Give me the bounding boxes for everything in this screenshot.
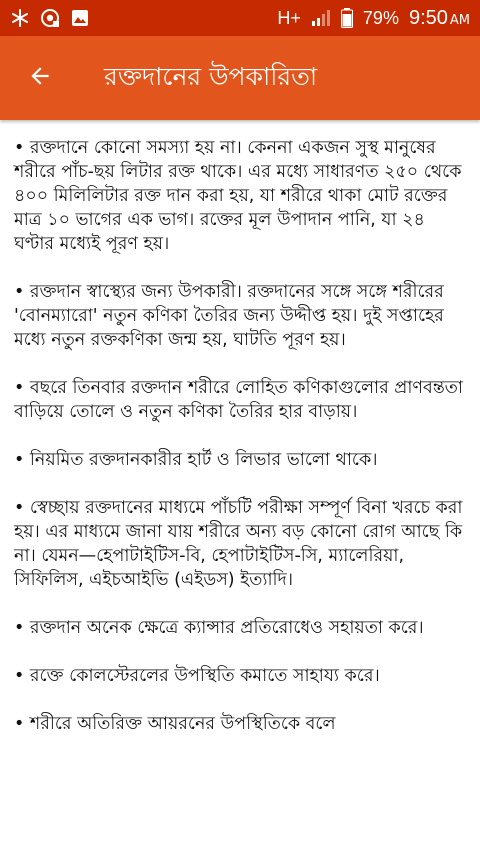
battery-icon (341, 8, 353, 28)
paragraph: • বছরে তিনবার রক্তদান শরীরে লোহিত কণিকাগুলোর প্রাণবন্ততা বাড়িয়ে তোলে ও নতুন কণিকা তৈরির হার বাড়ায়। (14, 378, 463, 422)
article-content[interactable] (0, 120, 480, 854)
camera-icon (40, 8, 60, 28)
status-right (277, 7, 470, 30)
clock-ampm: AM (449, 12, 470, 28)
battery-percent: 79% (362, 7, 399, 28)
paragraph: • রক্তদানে কোনো সমস্যা হয় না। কেননা একজন সুস্থ মানুষের শরীরে পাঁচ-ছয় লিটার রক্ত থাকে। এর মধ্যে সাধারণত ২৫০ থেকে ৪০০ মিলিলিটার রক্ত দান করা হয়, যা শরীরে থাকা মোট রক্তের মাত্র ১০ ভাগের এক ভাগ। রক্তের মূল উপাদান পানি, যা ২৪ ঘণ্টার মধ্যেই পূরণ হয়। (14, 138, 462, 254)
arrow-left-icon (27, 63, 53, 93)
paragraph: • রক্তে কোলস্টেরলের উপস্থিতি কমাতে সাহায্য করে। (14, 666, 380, 686)
paragraph: • শরীরে অতিরিক্ত আয়রনের উপস্থিতিকে বলে (14, 714, 336, 734)
clock (409, 7, 470, 30)
clock-time: 9:50 (408, 6, 448, 29)
back-button[interactable] (22, 60, 58, 96)
paragraph: • স্বেচ্ছায় রক্তদানের মাধ্যমে পাঁচটি পরীক্ষা সম্পূর্ণ বিনা খরচে করা হয়। এর মাধ্যমে জানা যায় শরীরে অন্য বড় কোনো রোগ আছে কি না। যেমন—হেপাটাইটিস-বি, হেপাটাইটিস-সি, ম্যালেরিয়া, সিফিলিস, এইচআইভি (এইডস) ইত্যাদি। (14, 498, 463, 590)
status-left (10, 8, 90, 28)
status-bar (0, 0, 480, 36)
app-bar (0, 36, 480, 120)
network-type: H+ (277, 7, 301, 28)
paragraph: • রক্তদান অনেক ক্ষেত্রে ক্যান্সার প্রতিরোধেও সহায়তা করে। (14, 618, 424, 638)
paragraph: • নিয়মিত রক্তদানকারীর হার্ট ও লিভার ভালো থাকে। (14, 450, 378, 470)
image-icon (70, 8, 90, 28)
page-title: রক্তদানের উপকারিতা (104, 61, 318, 91)
paragraph: • রক্তদান স্বাস্থ্যের জন্য উপকারী। রক্তদানের সঙ্গে সঙ্গে শরীরের 'বোনম্যারো' নতুন কণিকা তৈরির জন্য উদ্দীপ্ত হয়। দুই সপ্তাহের মধ্যে নতুন রক্তকণিকা জন্ম হয়, ঘাটতি পূরণ হয়। (14, 282, 444, 350)
signal-icon (311, 8, 331, 28)
snowflake-icon (10, 8, 30, 28)
